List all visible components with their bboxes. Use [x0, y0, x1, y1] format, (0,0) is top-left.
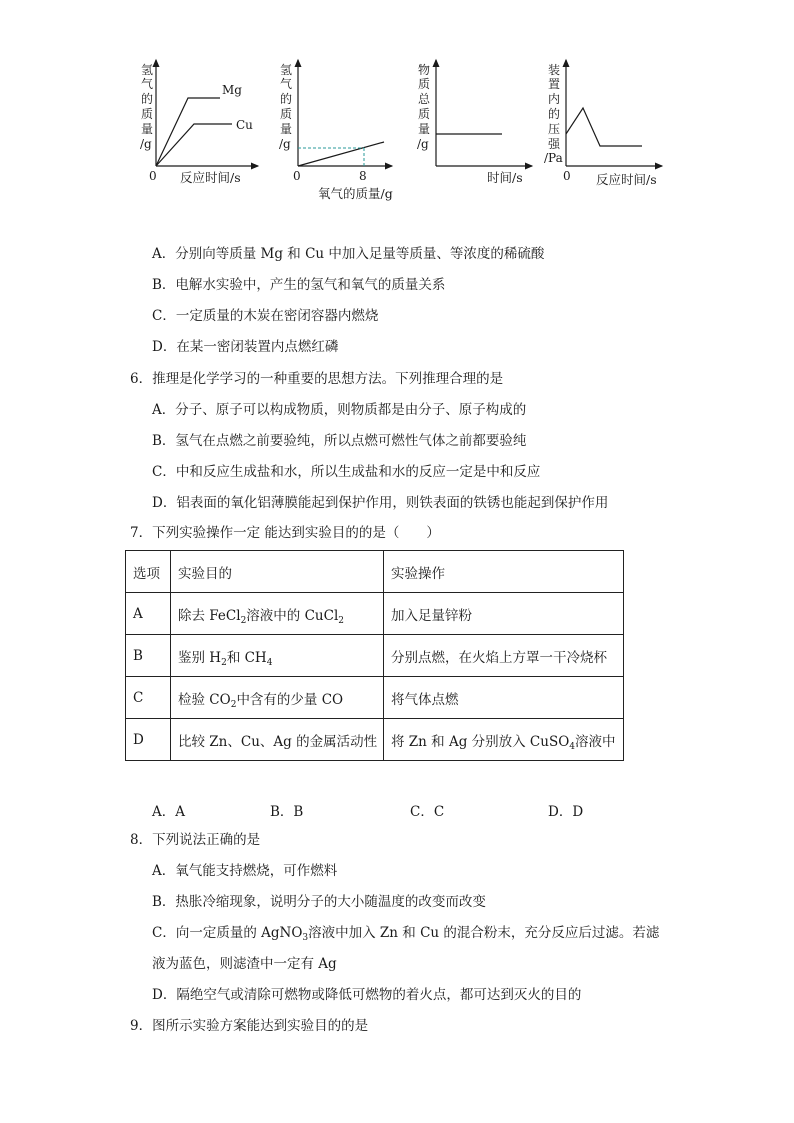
g2-origin: 0: [293, 169, 301, 183]
q8-option-c-line2: 液为蓝色，则滤渣中一定有 Ag: [152, 956, 337, 972]
q7-choice-b[interactable]: B．B: [270, 804, 304, 820]
g4-ylabel-2: 置: [548, 77, 561, 91]
g2-ylabel-4: 质: [280, 107, 293, 121]
g2-ylabel-5: 量: [280, 122, 293, 136]
g1-xlabel: 反应时间/s: [180, 170, 241, 185]
table-cell-operation: 将 Zn 和 Ag 分别放入 CuSO$_4$溶液中: [384, 719, 624, 761]
q7-table: [125, 550, 624, 761]
g2-line: [298, 142, 384, 166]
g4-ylabel-5: 压: [548, 122, 561, 136]
g1-cu-label: Cu: [236, 118, 253, 132]
g4-ylabel-4: 的: [548, 107, 561, 121]
g3-ylabel-6: /g: [417, 137, 429, 151]
g3-ylabel-4: 质: [418, 107, 431, 121]
q8-option-b: B．热胀冷缩现象，说明分子的大小随温度的改变而改变: [152, 894, 486, 910]
table-cell-goal: 比较 Zn、Cu、Ag 的金属活动性: [171, 719, 384, 761]
graph-3: [417, 60, 532, 185]
g1-origin: 0: [149, 169, 157, 183]
g1-ylabel-5: 量: [141, 122, 154, 136]
g4-origin: 0: [563, 169, 571, 183]
g2-ylabel-2: 气: [280, 77, 293, 91]
q5-option-a: A．分别向等质量 Mg 和 Cu 中加入足量等质量、等浓度的稀硫酸: [152, 246, 545, 262]
q9-stem: 9．图所示实验方案能达到实验目的的是: [130, 1018, 369, 1034]
graph-2: [279, 60, 393, 201]
table-cell-option: A: [126, 593, 171, 635]
table-cell-option: D: [126, 719, 171, 761]
table-cell-option: C: [126, 677, 171, 719]
table-header-row: [126, 551, 624, 593]
table-cell-operation: 分别点燃，在火焰上方罩一干冷烧杯: [384, 635, 624, 677]
table-cell-operation: 将气体点燃: [384, 677, 624, 719]
table-cell-goal: 检验 $CO_2$中含有的少量 CO: [171, 677, 384, 719]
q7-choice-a[interactable]: A．A: [152, 804, 185, 820]
g4-ylabel-7: /Pa: [544, 151, 563, 165]
q7-stem: 7．下列实验操作一定 能达到实验目的的是（ ）: [130, 525, 440, 541]
g3-ylabel-1: 物: [418, 63, 431, 77]
g2-ylabel-3: 的: [280, 92, 293, 106]
q6-option-a: A．分子、原子可以构成物质，则物质都是由分子、原子构成的: [152, 402, 527, 418]
g1-mg-label: Mg: [222, 83, 242, 97]
table-header-operation: 实验操作: [384, 551, 624, 593]
table-cell-operation: 加入足量锌粉: [384, 593, 624, 635]
g1-ylabel-1: 氢: [141, 63, 154, 77]
q5-option-b: B．电解水实验中，产生的氢气和氧气的质量关系: [152, 277, 446, 293]
table-header-option: 选项: [126, 551, 171, 593]
g4-ylabel-6: 强: [548, 137, 561, 151]
q5-option-c: C．一定质量的木炭在密闭容器内燃烧: [152, 308, 379, 324]
q6-option-d: D．铝表面的氧化铝薄膜能起到保护作用，则铁表面的铁锈也能起到保护作用: [152, 495, 609, 511]
table-row: [126, 719, 624, 761]
q8-option-d: D．隔绝空气或清除可燃物或降低可燃物的着火点，都可达到灭火的目的: [152, 987, 582, 1003]
g4-line: [566, 108, 642, 146]
table-cell-goal: 除去 FeCl$_2$溶液中的 CuCl$_2$: [171, 593, 384, 635]
table-cell-option: B: [126, 635, 171, 677]
g1-ylabel-3: 的: [141, 92, 154, 106]
g2-ylabel-6: /g: [279, 137, 291, 151]
g3-ylabel-5: 量: [418, 122, 431, 136]
graph-row: [0, 0, 794, 210]
g1-ylabel-6: /g: [140, 137, 152, 151]
g4-ylabel-3: 内: [548, 92, 561, 106]
graph-1: [140, 60, 258, 185]
g1-ylabel-2: 气: [141, 77, 154, 91]
g1-cu-line: [156, 124, 232, 166]
g3-ylabel-3: 总: [418, 92, 431, 106]
table-row: [126, 593, 624, 635]
q7-choice-d[interactable]: D．D: [548, 804, 584, 820]
g3-ylabel-2: 质: [418, 77, 431, 91]
q7-choices: [0, 800, 794, 820]
q5-option-d: D．在某一密闭装置内点燃红磷: [152, 339, 339, 355]
q6-option-b: B．氢气在点燃之前要验纯，所以点燃可燃性气体之前都要验纯: [152, 433, 527, 449]
table-header-goal: 实验目的: [171, 551, 384, 593]
q8-option-a: A．氧气能支持燃烧，可作燃料: [152, 863, 338, 879]
table-cell-goal: 鉴别 $H_2$和 $CH_4$: [171, 635, 384, 677]
g2-ylabel-1: 氢: [280, 63, 293, 77]
table-row: [126, 677, 624, 719]
q6-stem: 6．推理是化学学习的一种重要的思想方法。下列推理合理的是: [130, 371, 504, 387]
g2-xlabel: 氧气的质量/g: [318, 186, 393, 201]
table-row: [126, 635, 624, 677]
g4-ylabel-1: 装: [548, 63, 561, 77]
q8-option-c-line1: C．向一定质量的 AgNO$_3$溶液中加入 Zn 和 Cu 的混合粉末，充分反应后过滤。若滤: [152, 925, 660, 943]
q7-choice-c[interactable]: C．C: [410, 804, 445, 820]
q8-stem: 8．下列说法正确的是: [130, 832, 261, 848]
g2-tick-8: 8: [359, 169, 367, 183]
g4-xlabel: 反应时间/s: [596, 172, 657, 187]
g3-xlabel: 时间/s: [487, 170, 523, 185]
q6-option-c: C．中和反应生成盐和水，所以生成盐和水的反应一定是中和反应: [152, 464, 541, 480]
g1-ylabel-4: 质: [141, 107, 154, 121]
graph-row-svg: [0, 0, 794, 210]
graph-4: [544, 60, 662, 187]
